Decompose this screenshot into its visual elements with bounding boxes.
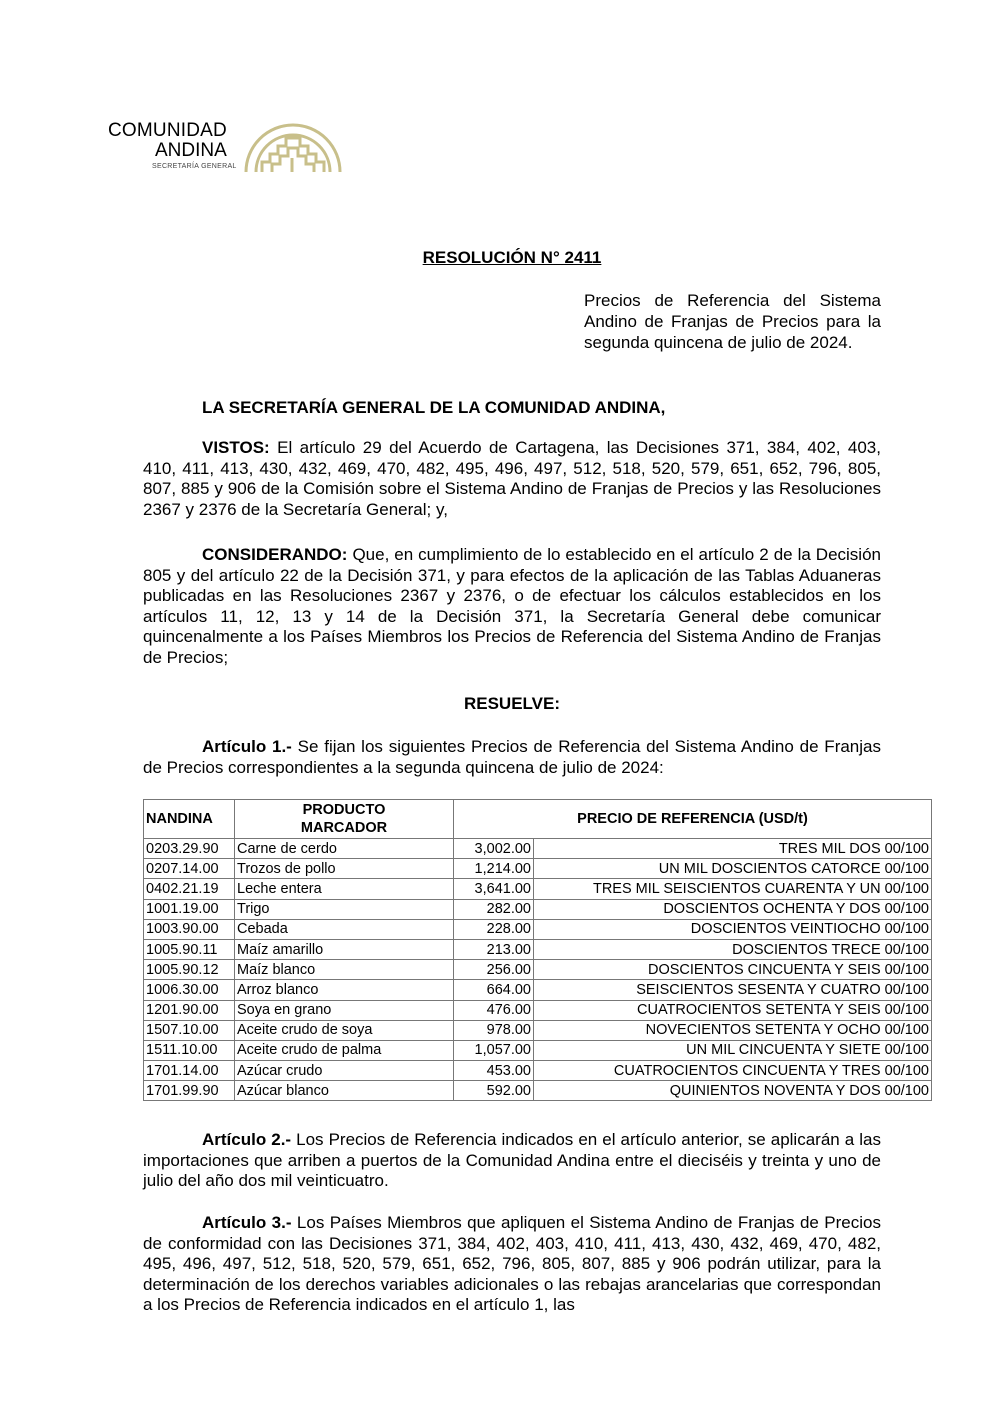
nandina-cell: 1001.19.00 <box>144 899 235 919</box>
table-row <box>144 1061 932 1081</box>
price-cell: 476.00 <box>454 1000 534 1020</box>
price-words-cell: SEISCIENTOS SESENTA Y CUATRO 00/100 <box>534 980 932 1000</box>
price-words-cell: CUATROCIENTOS SETENTA Y SEIS 00/100 <box>534 1000 932 1020</box>
nandina-cell: 0402.21.19 <box>144 879 235 899</box>
price-cell: 1,214.00 <box>454 859 534 879</box>
comunidad-andina-logo <box>108 118 348 178</box>
table-row <box>144 1020 932 1040</box>
articulo-1-label: Artículo 1.- <box>202 737 292 756</box>
table-row <box>144 899 932 919</box>
price-cell: 592.00 <box>454 1081 534 1101</box>
nandina-cell: 1005.90.11 <box>144 939 235 959</box>
andean-steps-icon <box>242 118 344 174</box>
product-cell: Trozos de pollo <box>235 859 454 879</box>
price-cell: 3,641.00 <box>454 879 534 899</box>
table-row <box>144 919 932 939</box>
considerando-label: CONSIDERANDO: <box>202 545 348 564</box>
table-row <box>144 859 932 879</box>
price-cell: 978.00 <box>454 1020 534 1040</box>
resuelve-heading: RESUELVE: <box>463 694 561 713</box>
vistos-paragraph <box>143 438 881 520</box>
price-words-cell: DOSCIENTOS VEINTIOCHO 00/100 <box>534 919 932 939</box>
resolution-title: RESOLUCIÓN N° 2411 <box>422 248 602 267</box>
price-words-cell: QUINIENTOS NOVENTA Y DOS 00/100 <box>534 1081 932 1101</box>
table-row <box>144 839 932 859</box>
articulo-3-text: Los Países Miembros que apliquen el Sistema Andino de Franjas de Precios de conformidad con las Decisiones 371, 384, 402, 403, 410, 411, 413, 430, 432, 469, 470, 482, 495, 496, 497, 512, 518, 520, 579, 651, 652, 796, 805, 807, 885 y 906 podrán utilizar, para la determinación de los derechos variables adicionales o las rebajas arancelarias que correspondan a los Precios de Referencia indicados en el artículo 1, las <box>143 1213 881 1314</box>
price-words-cell: CUATROCIENTOS CINCUENTA Y TRES 00/100 <box>534 1061 932 1081</box>
table-row <box>144 960 932 980</box>
nandina-cell: 1511.10.00 <box>144 1040 235 1060</box>
price-cell: 228.00 <box>454 919 534 939</box>
price-cell: 256.00 <box>454 960 534 980</box>
price-cell: 1,057.00 <box>454 1040 534 1060</box>
reference-prices-table <box>143 799 932 1101</box>
nandina-cell: 1507.10.00 <box>144 1020 235 1040</box>
header-precio: PRECIO DE REFERENCIA (USD/t) <box>454 800 932 839</box>
table-row <box>144 1000 932 1020</box>
price-cell: 213.00 <box>454 939 534 959</box>
table-body <box>144 839 932 1101</box>
price-words-cell: NOVECIENTOS SETENTA Y OCHO 00/100 <box>534 1020 932 1040</box>
price-words-cell: UN MIL DOSCIENTOS CATORCE 00/100 <box>534 859 932 879</box>
vistos-label: VISTOS: <box>202 438 270 457</box>
nandina-cell: 0203.29.90 <box>144 839 235 859</box>
nandina-cell: 1006.30.00 <box>144 980 235 1000</box>
table-row <box>144 939 932 959</box>
header-nandina: NANDINA <box>144 800 235 839</box>
product-cell: Maíz blanco <box>235 960 454 980</box>
nandina-cell: 1201.90.00 <box>144 1000 235 1020</box>
logo-line-2: ANDINA <box>155 140 227 161</box>
product-cell: Trigo <box>235 899 454 919</box>
product-cell: Aceite crudo de palma <box>235 1040 454 1060</box>
logo-line-1: COMUNIDAD <box>108 120 227 141</box>
table-header-row <box>144 800 932 839</box>
product-cell: Maíz amarillo <box>235 939 454 959</box>
price-cell: 3,002.00 <box>454 839 534 859</box>
vistos-text: El artículo 29 del Acuerdo de Cartagena, las Decisiones 371, 384, 402, 403, 410, 411, 413, 430, 432, 469, 470, 482, 495, 496, 497, 512, 518, 520, 579, 651, 652, 796, 805, 807, 885 y 906 de la Comisión sobre el Sistema Andino de Franjas de Precios y las Resoluciones 2367 y 2376 de la Secretaría General; y, <box>143 438 881 519</box>
articulo-2-label: Artículo 2.- <box>202 1130 292 1149</box>
nandina-cell: 1701.99.90 <box>144 1081 235 1101</box>
product-cell: Arroz blanco <box>235 980 454 1000</box>
price-cell: 453.00 <box>454 1061 534 1081</box>
resolution-subject: Precios de Referencia del Sistema Andino de Franjas de Precios para la segunda quincena de julio de 2024. <box>584 291 881 352</box>
table-row <box>144 1040 932 1060</box>
price-cell: 664.00 <box>454 980 534 1000</box>
price-words-cell: UN MIL CINCUENTA Y SIETE 00/100 <box>534 1040 932 1060</box>
price-words-cell: DOSCIENTOS OCHENTA Y DOS 00/100 <box>534 899 932 919</box>
considerando-paragraph <box>143 545 881 668</box>
secretaria-heading: LA SECRETARÍA GENERAL DE LA COMUNIDAD ANDINA, <box>202 398 666 417</box>
table-row <box>144 980 932 1000</box>
price-cell: 282.00 <box>454 899 534 919</box>
product-cell: Soya en grano <box>235 1000 454 1020</box>
nandina-cell: 1003.90.00 <box>144 919 235 939</box>
articulo-2-text: Los Precios de Referencia indicados en el artículo anterior, se aplicarán a las importaciones que arriben a puertos de la Comunidad Andina entre el dieciséis y treinta y uno de julio del año dos mil veinticuatro. <box>143 1130 881 1190</box>
nandina-cell: 1701.14.00 <box>144 1061 235 1081</box>
product-cell: Carne de cerdo <box>235 839 454 859</box>
price-words-cell: TRES MIL DOS 00/100 <box>534 839 932 859</box>
product-cell: Azúcar crudo <box>235 1061 454 1081</box>
nandina-cell: 0207.14.00 <box>144 859 235 879</box>
nandina-cell: 1005.90.12 <box>144 960 235 980</box>
articulo-3-paragraph <box>143 1213 881 1316</box>
table-row <box>144 879 932 899</box>
articulo-1-text: Se fijan los siguientes Precios de Referencia del Sistema Andino de Franjas de Precios correspondientes a la segunda quincena de julio de 2024: <box>143 737 881 777</box>
product-cell: Aceite crudo de soya <box>235 1020 454 1040</box>
price-words-cell: DOSCIENTOS CINCUENTA Y SEIS 00/100 <box>534 960 932 980</box>
articulo-2-paragraph <box>143 1130 881 1192</box>
considerando-text: Que, en cumplimiento de lo establecido en el artículo 2 de la Decisión 805 y del artículo 22 de la Decisión 371, y para efectos de la aplicación de las Tablas Aduaneras publicadas en las Resoluciones 2367 y 2376, o de efectuar los cálculos establecidos en los artículos 11, 12, 13 y 14 de la Decisión 371, la Secretaría General debe comunicar quincenalmente a los Países Miembros los Precios de Referencia del Sistema Andino de Franjas de Precios; <box>143 545 881 667</box>
product-cell: Cebada <box>235 919 454 939</box>
header-producto: PRODUCTO MARCADOR <box>235 800 454 839</box>
product-cell: Leche entera <box>235 879 454 899</box>
logo-line-3: SECRETARÍA GENERAL <box>152 163 237 170</box>
articulo-3-label: Artículo 3.- <box>202 1213 292 1232</box>
table-row <box>144 1081 932 1101</box>
price-words-cell: TRES MIL SEISCIENTOS CUARENTA Y UN 00/100 <box>534 879 932 899</box>
articulo-1-paragraph <box>143 737 881 778</box>
price-words-cell: DOSCIENTOS TRECE 00/100 <box>534 939 932 959</box>
product-cell: Azúcar blanco <box>235 1081 454 1101</box>
